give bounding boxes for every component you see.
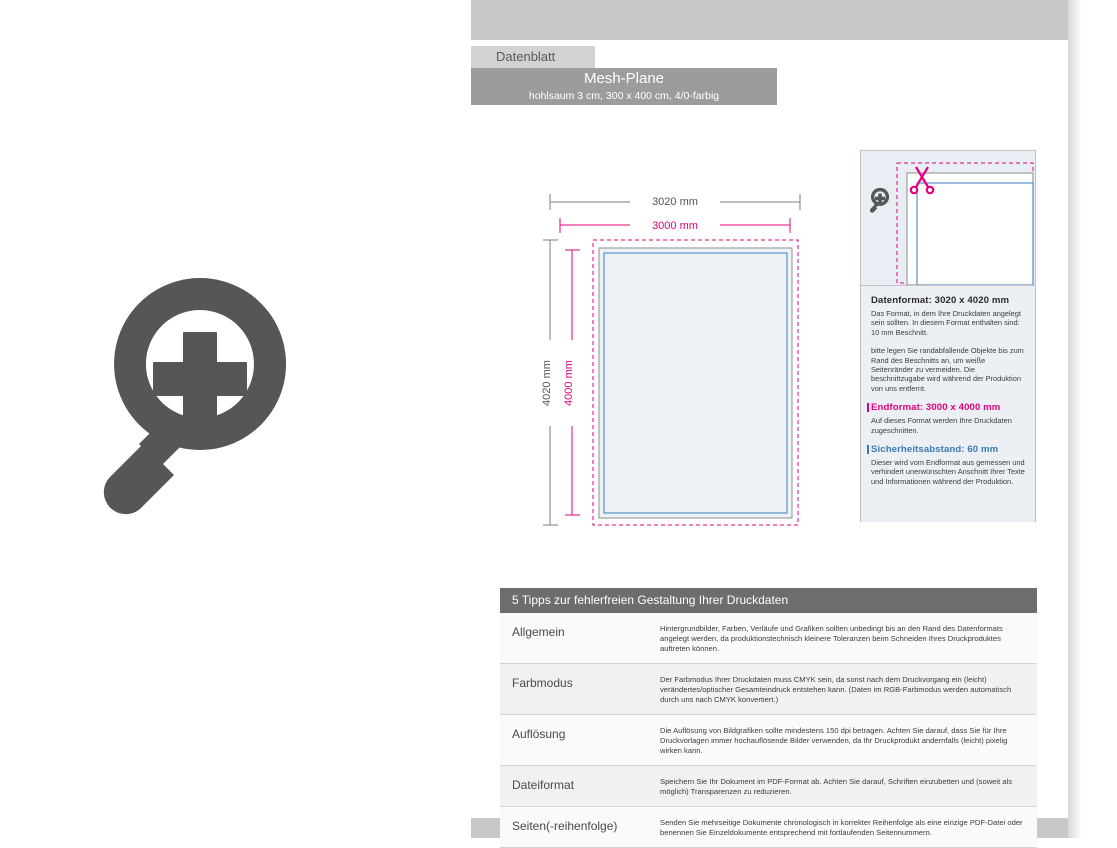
table-row: [500, 807, 1037, 848]
datenformat-block: [871, 295, 1025, 393]
dim-top-inner: 3000 mm: [652, 220, 698, 232]
tips-row-label: Seiten(-reihenfolge): [512, 819, 618, 833]
tips-row-label: Allgemein: [512, 625, 565, 639]
tips-row-label: Farbmodus: [512, 676, 573, 690]
endformat-block: [871, 402, 1025, 435]
tips-row-text: Senden Sie mehrseitige Dokumente chronologisch in korrekter Reihenfolge als eine einzige PDF-Datei oder benennen Sie Einzeldokumente entsprechend mit fortlaufenden Seitennummern.: [660, 818, 1023, 837]
sicherheitsabstand-block: [871, 444, 1025, 486]
tips-row-text: Hintergrundbilder, Farben, Verläufe und Grafiken sollten unbedingt bis an den Rand des Datenformats angelegt werden, da produktionstechnisch kleinere Toleranzen beim Schneiden Ihres Druckproduktes auftreten können.: [660, 624, 1003, 653]
title-bar: [471, 68, 777, 105]
datenformat-text-2: bitte legen Sie randabfallende Objekte bis zum Rand des Beschnitts an, um weiße Seitenränder zu vermeiden. Die beschnittzugabe wird während der Produktion von uns entfernt.: [871, 346, 1024, 393]
dim-left-outer: 4020 mm: [541, 360, 553, 406]
table-row: [500, 613, 1037, 664]
page-shadow: [1068, 0, 1082, 838]
table-row: [500, 664, 1037, 715]
table-row: [500, 766, 1037, 807]
dim-left-inner: 4000 mm: [563, 360, 575, 406]
page-title: Mesh-Plane: [583, 70, 665, 87]
sicherheitsabstand-text: Dieser wird vom Endformat aus gemessen und verhindert unerwünschten Anschnitt Ihrer Texte und Informationen während der Produktion.: [871, 458, 1025, 486]
dim-top-outer: 3020 mm: [652, 196, 698, 208]
page-top-band: [471, 0, 1068, 40]
tips-table: [500, 588, 1037, 848]
datenformat-text-1: Das Format, in dem Ihre Druckdaten angelegt sein sollten. In diesem Format enthalten sind: 10 mm Beschnitt.: [871, 309, 1021, 337]
table-row: [500, 715, 1037, 766]
tips-row-text: Speichern Sie Ihr Dokument im PDF-Format ab. Achten Sie darauf, Schriften einzubetten und (soweit als möglich) Transparenzen zu reduzieren.: [660, 777, 1013, 796]
format-preview: [861, 151, 1035, 286]
magnifier-plus-icon: [95, 270, 305, 550]
tips-row-label: Auflösung: [512, 727, 566, 741]
tips-rows: [500, 613, 1037, 848]
sicherheitsabstand-heading: Sicherheitsabstand: 60 mm: [871, 444, 999, 456]
page-subtitle: hohlsaum 3 cm, 300 x 400 cm, 4/0-farbig: [528, 90, 720, 102]
endformat-text: Auf dieses Format werden Ihre Druckdaten zugeschnitten.: [871, 416, 1012, 435]
datenblatt-tab-label: Datenblatt: [496, 49, 556, 64]
format-drawing: [500, 180, 840, 540]
tips-row-text: Die Auflösung von Bildgrafiken sollte mindestens 150 dpi betragen. Achten Sie darauf, dass Sie für Ihre Druckvorlagen immer hochauflösende Bilder verwenden, da Ihr Druckprodukt andernfalls (leicht) pixelig wirken kann.: [660, 726, 1008, 755]
tips-row-label: Dateiformat: [512, 778, 575, 792]
datenformat-heading: Datenformat: 3020 x 4020 mm: [871, 295, 1010, 306]
format-info-panel: [860, 150, 1036, 522]
tips-heading: 5 Tipps zur fehlerfreien Gestaltung Ihrer Druckdaten: [500, 588, 1037, 613]
endformat-heading: Endformat: 3000 x 4000 mm: [871, 402, 1001, 414]
datenblatt-tab: [471, 46, 595, 68]
format-info-text: [861, 286, 1035, 522]
tips-row-text: Der Farbmodus Ihrer Druckdaten muss CMYK sein, da sonst nach dem Druckvorgang ein (leicht) verändertes/optischer Gesamteindruck entstehen kann. (Daten im RGB-Farbmodus werden automatisch durch uns nach CMYK konvertiert.): [660, 675, 1012, 704]
